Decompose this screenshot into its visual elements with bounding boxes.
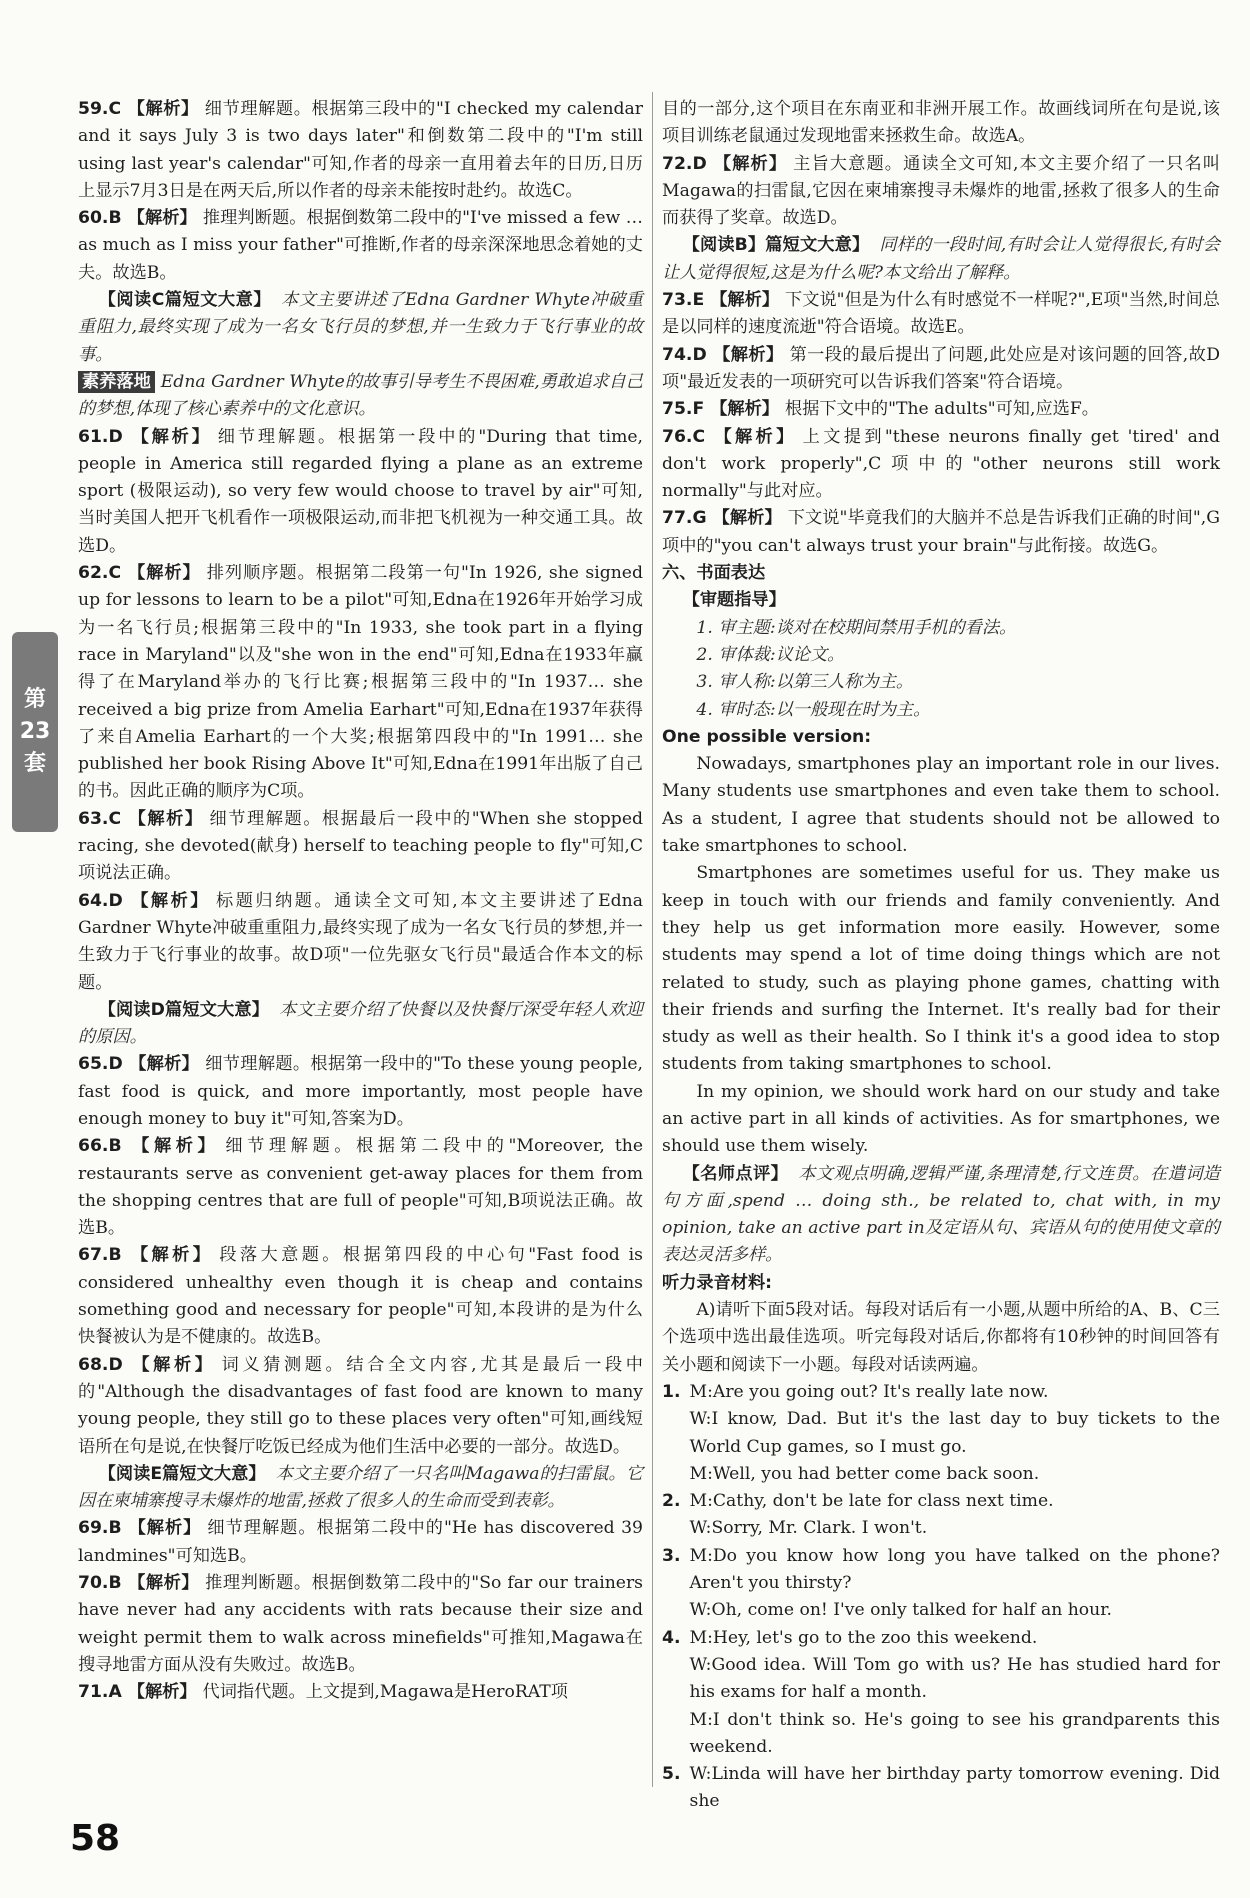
dialog-number: 5. [662, 1764, 681, 1785]
analysis-text: 细节理解题。根据第一段中的"During that time, people in America still regarded flying a plane as an extreme sport (极限运动), so very few would choose to travel by air"可知,当时美国人把开飞机看作一项极限运动,而非把飞机视为一种交通工具。故选D。 [78, 426, 643, 556]
dialog-speaker: M: [689, 1627, 713, 1648]
analysis-tag: 【解析】 [127, 808, 204, 829]
summary-heading: 【阅读D篇短文大意】 [98, 999, 270, 1020]
analysis-tag: 【解析】 [127, 1573, 200, 1594]
answer-letter: F [692, 399, 705, 420]
answer-item [662, 424, 1220, 506]
answer-letter: B [108, 1573, 122, 1594]
answer-item [78, 560, 643, 806]
dialog-speaker: W: [689, 1409, 712, 1430]
essay-paragraph: Smartphones are sometimes useful for us. They make us keep in touch with our friends and family conveniently. And they help us get information more easily. However, some students may spend a lot of time doing things which are not related to study, such as playing phone games, chatting with their friends and surfing the Internet. It's really bad for their study as well as their health. So I think it's a good idea to stop students from taking smartphones to school. [662, 863, 1220, 1075]
question-number: 75. [662, 399, 693, 420]
guide-item: 4. 审时态:以一般现在时为主。 [696, 699, 931, 720]
left-column [78, 96, 643, 1707]
analysis-tag: 【解析】 [128, 426, 212, 447]
dialog-line [662, 1515, 1220, 1542]
guide-item: 2. 审体裁:议论文。 [696, 644, 845, 665]
answer-letter: C [692, 426, 706, 447]
analysis-text: 细节理解题。根据第三段中的"I checked my calendar and it says July 3 is two days later"和倒数第二段中的"I'm still using last year's calendar"可知,作者的母亲一直用着去年的日历,日历上显示7月3日是在两天后,所以作者的母亲未能按时赴约。故选C。 [78, 99, 643, 201]
analysis-tag: 【解析】 [127, 99, 199, 119]
dialog-line [662, 1406, 1220, 1461]
set-tab-char-1: 第 [23, 687, 46, 712]
answer-item [78, 1242, 643, 1351]
analysis-tag: 【解析】 [710, 399, 779, 420]
answer-letter: G [692, 508, 707, 529]
answer-item [78, 1570, 643, 1679]
analysis-text: 细节理解题。根据第二段中的"Moreover, the restaurants serve as convenient get-away places for them from the shopping centres that are full of people"可知,B项说法正确。故选B。 [78, 1136, 643, 1239]
dialog-number: 4. [662, 1627, 681, 1648]
answer-item [662, 505, 1220, 560]
analysis-text: 标题归纳题。通读全文可知,本文主要讲述了Edna Gardner Whyte冲破重重阻力,最终实现了成为一名女飞行员的梦想,并一生致力于飞行事业的故事。故D项"一位先驱女飞行员"最适合作本文的标题。 [78, 890, 643, 993]
dialog-text: I don't think so. He's going to see his grandparents this weekend. [689, 1709, 1220, 1757]
dialog-text: Linda will have her birthday party tomorrow evening. Did she [689, 1764, 1220, 1812]
answer-letter: C [108, 808, 122, 829]
answer-item [78, 205, 643, 287]
question-number: 69. [78, 1518, 109, 1539]
passage-summary [78, 1461, 643, 1516]
summary-heading: 【阅读E篇短文大意】 [98, 1463, 266, 1484]
dialog-speaker: M: [689, 1545, 713, 1566]
passage-summary [78, 997, 643, 1052]
literacy-text: Edna Gardner Whyte的故事引导考生不畏困难,勇敢追求自己的梦想,体现了核心素养中的文化意识。 [78, 371, 643, 420]
dialog-number: 2. [662, 1491, 681, 1512]
analysis-tag: 【解析】 [127, 1245, 214, 1266]
essay-paragraph: In my opinion, we should work hard on our study and take an active part in all kinds of activities. As for smartphones, we should use them wisely. [662, 1081, 1220, 1157]
set-tab-char-3: 套 [23, 751, 46, 776]
section-heading: 六、书面表达 [662, 563, 766, 584]
summary-heading: 【阅读B】篇短文大意】 [682, 235, 870, 256]
dialog-number: 3. [662, 1545, 681, 1566]
dialog-line [662, 1461, 1220, 1488]
analysis-tag: 【解析】 [128, 1354, 216, 1375]
answer-item [78, 806, 643, 888]
question-number: 67. [78, 1245, 109, 1266]
dialog-line [662, 1379, 1220, 1406]
dialog-text: Good idea. Will Tom go with us? He has studied hard for his exams for half a month. [689, 1654, 1220, 1703]
dialog-line [662, 1543, 1220, 1598]
section-heading: 听力录音材料: [662, 1272, 772, 1293]
question-number: 64. [78, 890, 109, 911]
answer-item [78, 1352, 643, 1461]
essay-paragraph: Nowadays, smartphones play an important role in our lives. Many students use smartphones and even take them to school. As a student, I agree that students should not be allowed to take smartphones to school. [662, 754, 1220, 857]
answer-letter: D [108, 1354, 123, 1375]
analysis-text: 下文说"毕竟我们的大脑并不总是告诉我们正确的时间",G项中的"you can't always trust your brain"与此衔接。故选G。 [662, 508, 1220, 556]
summary-text: 本文主要讲述了Edna Gardner Whyte冲破重重阻力,最终实现了成为一名女飞行员的梦想,并一生致力于飞行事业的故事。 [78, 290, 643, 365]
passage-summary [662, 232, 1220, 287]
summary-heading: 【名师点评】 [682, 1163, 789, 1184]
dialog-text: Oh, come on! I've only talked for half an hour. [711, 1600, 1112, 1621]
answer-letter: D [692, 153, 707, 174]
answer-item [78, 424, 643, 560]
answer-item [662, 151, 1220, 233]
answer-letter: D [108, 1054, 123, 1075]
analysis-text: 上文提到"these neurons finally get 'tired' and don't work properly",C项中的"other neurons still work normally"与此对应。 [662, 426, 1220, 502]
answer-letter: A [108, 1682, 122, 1703]
set-tab-char-2: 23 [19, 719, 51, 744]
analysis-tag: 【解析】 [127, 1518, 202, 1539]
question-number: 61. [78, 426, 109, 447]
analysis-text: 词义猜测题。结合全文内容,尤其是最后一段中的"Although the disadvantages of fast food are known to many young people, they still go to these places very often"可知,画线短语所在句是说,在快餐厅吃饭已经成为他们生活中必要的一部分。故选D。 [78, 1354, 643, 1457]
literacy-tag: 素养落地 [78, 371, 155, 393]
dialog-speaker: W: [689, 1600, 712, 1621]
answer-item [662, 342, 1220, 397]
answer-letter: B [108, 1136, 122, 1157]
column-divider [652, 92, 653, 1787]
analysis-text: 排列顺序题。根据第二段第一句"In 1926, she signed up for lessons to learn to be a pilot"可知,Edna在1926年开始学习成为一名飞行员;根据第三段中的"In 1933, she took part in a flying race in Maryland"以及"she won in the end"可知,Edna在1933年赢得了在Maryland举办的飞行比赛;根据第三段中的"In 1937… she received a big prize from Amelia Earhart"可知,Edna在1937年获得了来自Amelia Earhart的一个大奖;根据第四段中的"In 1991… she published her book Rising Above It"可知,Edna在1991年出版了自己的书。因此正确的顺序为C项。 [78, 563, 643, 802]
summary-heading: 【阅读C篇短文大意】 [98, 290, 272, 311]
answer-item [78, 96, 643, 205]
answer-letter: D [108, 426, 123, 447]
dialog-line [662, 1488, 1220, 1515]
question-number: 74. [662, 344, 693, 365]
dialog-text: I know, Dad. But it's the last day to buy tickets to the World Cup games, so I must go. [689, 1409, 1220, 1457]
answer-letter: D [692, 344, 707, 365]
analysis-text: 第一段的最后提出了问题,此处应是对该问题的回答,故D项"最近发表的一项研究可以告诉我们答案"符合语境。 [662, 344, 1220, 392]
question-number: 62. [78, 563, 109, 584]
dialog-speaker: W: [689, 1518, 712, 1539]
essay-paragraph: A)请听下面5段对话。每段对话后有一小题,从题中所给的A、B、C三个选项中选出最佳选项。听完每段对话后,你都将有10秒钟的时间回答有关小题和阅读下一小题。每段对话读两遍。 [662, 1300, 1220, 1375]
page-number: 58 [70, 1818, 121, 1859]
dialog-speaker: W: [689, 1654, 712, 1675]
question-number: 65. [78, 1054, 109, 1075]
dialog-line [662, 1707, 1220, 1762]
dialog-text: Well, you had better come back soon. [712, 1463, 1040, 1484]
analysis-tag: 【解析】 [712, 508, 782, 529]
dialog-line [662, 1652, 1220, 1707]
analysis-tag: 【解析】 [711, 426, 797, 447]
answer-letter: B [108, 208, 122, 229]
analysis-tag: 【解析】 [712, 344, 784, 365]
question-number: 76. [662, 426, 693, 447]
guide-item: 3. 审人称:以第三人称为主。 [696, 672, 914, 693]
answer-letter: D [108, 890, 123, 911]
analysis-text: 细节理解题。根据最后一段中的"When she stopped racing, she devoted(献身) herself to teaching people to fly"可知,C项说法正确。 [78, 808, 643, 884]
passage-summary [662, 1161, 1220, 1270]
dialog-number: 1. [662, 1381, 681, 1402]
question-number: 73. [662, 290, 693, 311]
analysis-text: 细节理解题。根据第二段中的"He has discovered 39 landmines"可知选B。 [78, 1518, 643, 1566]
dialog-line [662, 1597, 1220, 1624]
dialog-speaker: M: [689, 1463, 713, 1484]
dialog-text: Do you know how long you have talked on the phone? Aren't you thirsty? [689, 1545, 1220, 1594]
dialog-speaker: M: [689, 1381, 713, 1402]
analysis-text: 代词指代题。上文提到,Magawa是HeroRAT项 [202, 1682, 568, 1703]
dialog-text: Cathy, don't be late for class next time. [712, 1491, 1054, 1512]
analysis-text: 细节理解题。根据第一段中的"To these young people, fast food is quick, and more importantly, most people have enough money to buy it"可知,答案为D。 [78, 1054, 643, 1129]
section-heading: One possible version: [662, 726, 872, 747]
right-column [662, 96, 1220, 1816]
answer-letter: B [108, 1245, 122, 1266]
analysis-tag: 【解析】 [710, 290, 780, 311]
question-number: 63. [78, 808, 109, 829]
dialog-speaker: M: [689, 1491, 713, 1512]
summary-text: 本文主要介绍了一只名叫Magawa的扫雷鼠。它因在柬埔寨搜寻未爆炸的地雷,拯救了很多人的生命而受到表彰。 [78, 1463, 643, 1512]
question-number: 59. [78, 99, 109, 119]
analysis-tag: 【解析】 [127, 563, 201, 584]
dialog-text: Are you going out? It's really late now. [712, 1381, 1049, 1402]
answer-item [78, 1133, 643, 1242]
analysis-text: 下文说"但是为什么有时感觉不一样呢?",E项"当然,时间总是以同样的速度流逝"符合语境。故选E。 [662, 290, 1220, 338]
analysis-text: 段落大意题。根据第四段的中心句"Fast food is considered unhealthy even though it is cheap and contains something good and necessary for people"可知,本段讲的是为什么快餐被认为是不健康的。故选B。 [78, 1245, 643, 1348]
question-number: 71. [78, 1682, 109, 1703]
answer-item [78, 1515, 643, 1570]
analysis-tag: 【解析】 [127, 208, 197, 229]
answer-item [662, 396, 1220, 423]
guide-item: 1. 审主题:谈对在校期间禁用手机的看法。 [696, 617, 1017, 638]
dialog-text: Sorry, Mr. Clark. I won't. [711, 1518, 928, 1539]
answer-item [78, 1679, 643, 1706]
passage-summary [78, 287, 643, 369]
question-number: 70. [78, 1573, 109, 1594]
question-number: 68. [78, 1354, 109, 1375]
question-number: 72. [662, 153, 693, 174]
analysis-tag: 【解析】 [128, 1054, 200, 1075]
answer-item [662, 287, 1220, 342]
analysis-tag: 【解析】 [127, 1682, 197, 1703]
answer-letter: C [108, 563, 122, 584]
set-number-tab [12, 632, 58, 832]
dialog-speaker: M: [689, 1709, 713, 1730]
analysis-text: 推理判断题。根据倒数第二段中的"I've missed a few … as much as I miss your father"可推断,作者的母亲深深地思念着她的丈夫。故选B。 [78, 208, 643, 283]
answer-item [78, 1051, 643, 1133]
analysis-tag: 【解析】 [712, 153, 788, 174]
question-number: 60. [78, 208, 109, 229]
answer-letter: C [108, 99, 122, 119]
dialog-line [662, 1625, 1220, 1652]
summary-text: 同样的一段时间,有时会让人觉得很长,有时会让人觉得很短,这是为什么呢?本文给出了解释。 [662, 235, 1220, 283]
answer-letter: B [108, 1518, 122, 1539]
answer-item [78, 888, 643, 997]
literacy-note [78, 369, 643, 424]
question-number: 77. [662, 508, 693, 529]
dialog-text: Hey, let's go to the zoo this weekend. [712, 1627, 1038, 1648]
analysis-text: 主旨大意题。通读全文可知,本文主要介绍了一只名叫Magawa的扫雷鼠,它因在柬埔寨搜寻未爆炸的地雷,拯救了很多人的生命而获得了奖章。故选D。 [662, 153, 1220, 229]
summary-text: 本文观点明确,逻辑严谨,条理清楚,行文连贯。在遣词造句方面,spend … doing sth., be related to, chat with, in my opinion, take an active part in及定语从句、宾语从句的使用使文章的表达灵活多样。 [662, 1163, 1220, 1266]
analysis-tag: 【解析】 [127, 1136, 220, 1157]
summary-text: 本文主要介绍了快餐以及快餐厅深受年轻人欢迎的原因。 [78, 999, 643, 1048]
answer-letter: E [692, 290, 705, 311]
analysis-text: 根据下文中的"The adults"可知,应选F。 [784, 399, 1099, 420]
dialog-speaker: W: [689, 1764, 712, 1785]
analysis-text: 推理判断题。根据倒数第二段中的"So far our trainers have never had any accidents with rats because their size and weight permit them to walk across minefields"可推知,Magawa在搜寻地雷方面从没有失败过。故选B。 [78, 1573, 643, 1675]
question-number: 66. [78, 1136, 109, 1157]
dialog-line [662, 1761, 1220, 1816]
analysis-tag: 【解析】 [128, 890, 211, 911]
guide-heading: 【审题指导】 [682, 590, 786, 611]
continued-text: 目的一部分,这个项目在东南亚和非洲开展工作。故画线词所在句是说,该项目训练老鼠通过发现地雷来拯救生命。故选A。 [662, 99, 1220, 147]
